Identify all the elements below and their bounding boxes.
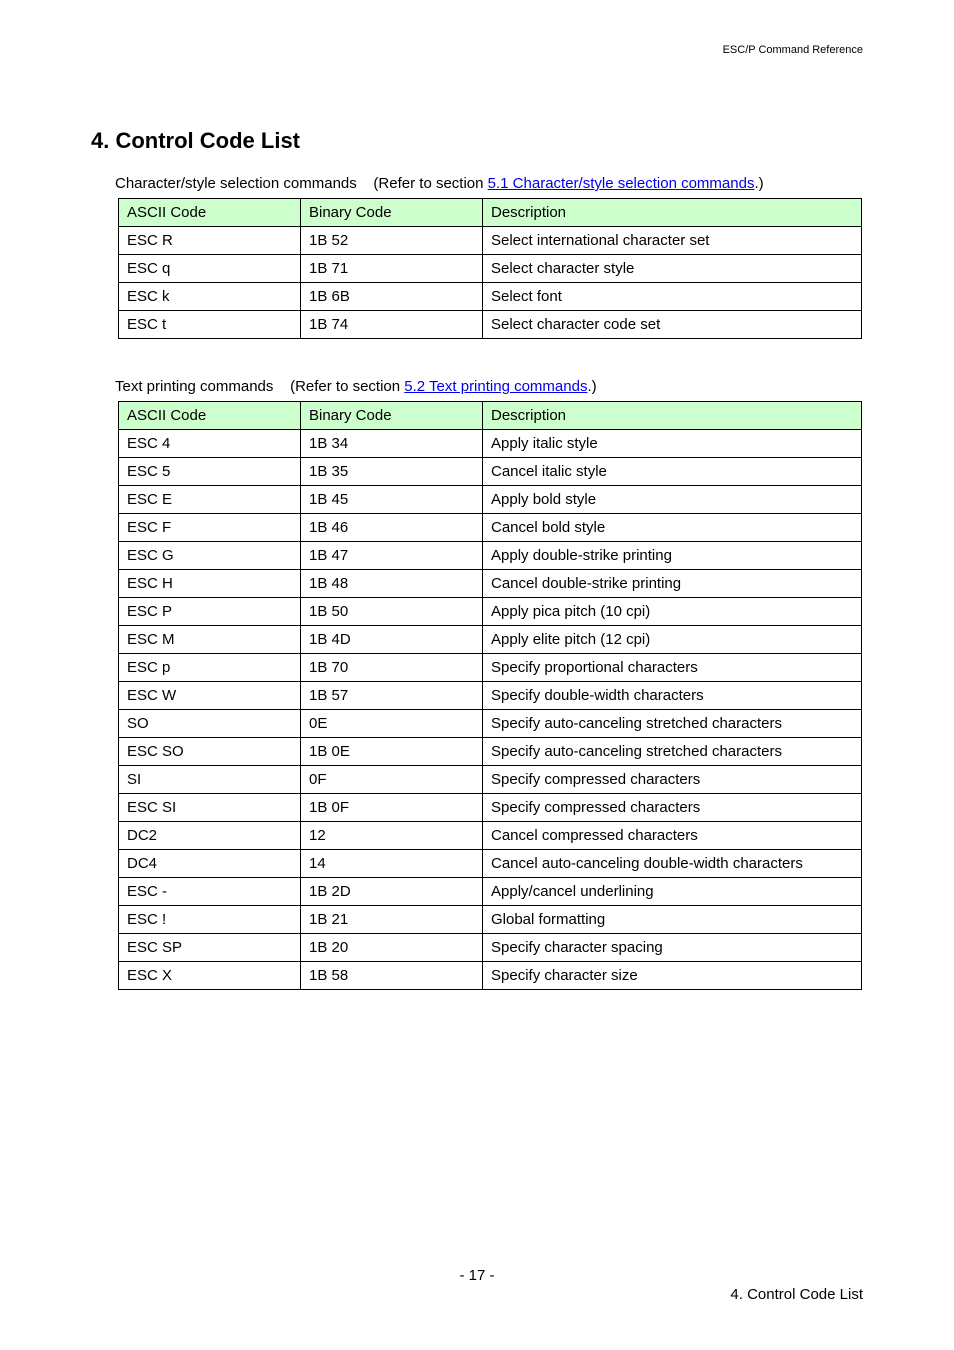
- binary-code-cell: 1B 2D: [301, 878, 483, 906]
- binary-code-cell: 1B 58: [301, 962, 483, 990]
- description-cell: Apply italic style: [483, 430, 862, 458]
- table-row: [119, 283, 862, 311]
- ascii-code-cell: ESC q: [119, 255, 301, 283]
- table-row: [119, 458, 862, 486]
- binary-code-cell: 1B 57: [301, 682, 483, 710]
- text-printing-commands-table: [118, 401, 862, 990]
- binary-code-cell: 1B 21: [301, 906, 483, 934]
- chapter-title: 4. Control Code List: [91, 128, 300, 153]
- ascii-code-cell: ESC M: [119, 626, 301, 654]
- description-cell: Specify auto-canceling stretched characters: [483, 738, 862, 766]
- description-cell: Select font: [483, 283, 862, 311]
- binary-code-cell: 1B 45: [301, 486, 483, 514]
- ascii-code-cell: ESC -: [119, 878, 301, 906]
- binary-code-cell: 0F: [301, 766, 483, 794]
- binary-code-cell: 14: [301, 850, 483, 878]
- page-number: - 17 -: [459, 1267, 495, 1284]
- binary-code-cell: 0E: [301, 710, 483, 738]
- table-header-row: [119, 199, 862, 227]
- section-caption-text-printing: [115, 378, 597, 395]
- ascii-code-cell: ESC !: [119, 906, 301, 934]
- caption-prefix: Text printing commands (Refer to section: [115, 378, 405, 395]
- description-cell: Global formatting: [483, 906, 862, 934]
- ascii-code-cell: ESC G: [119, 542, 301, 570]
- table-row: [119, 906, 862, 934]
- ascii-code-cell: SI: [119, 766, 301, 794]
- table-row: [119, 794, 862, 822]
- table-row: [119, 822, 862, 850]
- table-row: [119, 934, 862, 962]
- table-row: [119, 514, 862, 542]
- ascii-code-cell: ESC X: [119, 962, 301, 990]
- binary-code-cell: 1B 70: [301, 654, 483, 682]
- table-header-row: [119, 402, 862, 430]
- description-cell: Specify auto-canceling stretched characters: [483, 710, 862, 738]
- description-cell: Specify character spacing: [483, 934, 862, 962]
- table-row: [119, 486, 862, 514]
- table-row: [119, 311, 862, 339]
- description-cell: Cancel italic style: [483, 458, 862, 486]
- binary-code-cell: 1B 71: [301, 255, 483, 283]
- binary-code-cell: 1B 47: [301, 542, 483, 570]
- ascii-code-cell: ESC F: [119, 514, 301, 542]
- ascii-code-cell: ESC SP: [119, 934, 301, 962]
- caption-suffix: .): [754, 175, 764, 192]
- ascii-code-cell: ESC H: [119, 570, 301, 598]
- caption-suffix: .): [587, 378, 597, 395]
- character-style-commands-table: [118, 198, 862, 339]
- table-row: [119, 430, 862, 458]
- binary-code-cell: 1B 34: [301, 430, 483, 458]
- ascii-code-cell: ESC E: [119, 486, 301, 514]
- ascii-code-cell: ESC R: [119, 227, 301, 255]
- ascii-code-cell: ESC SI: [119, 794, 301, 822]
- description-cell: Select international character set: [483, 227, 862, 255]
- table-row: [119, 570, 862, 598]
- section-caption-character-style: [115, 175, 764, 192]
- description-cell: Specify character size: [483, 962, 862, 990]
- description-cell: Select character style: [483, 255, 862, 283]
- description-cell: Cancel auto-canceling double-width characters: [483, 850, 862, 878]
- column-header-ascii-code: ASCII Code: [119, 402, 301, 430]
- description-cell: Apply/cancel underlining: [483, 878, 862, 906]
- ascii-code-cell: DC4: [119, 850, 301, 878]
- ref-link-character-style[interactable]: 5.1 Character/style selection commands: [487, 175, 755, 192]
- table-row: [119, 227, 862, 255]
- binary-code-cell: 1B 6B: [301, 283, 483, 311]
- description-cell: Select character code set: [483, 311, 862, 339]
- binary-code-cell: 1B 4D: [301, 626, 483, 654]
- table-row: [119, 626, 862, 654]
- table-row: [119, 598, 862, 626]
- binary-code-cell: 1B 50: [301, 598, 483, 626]
- table-row: [119, 766, 862, 794]
- ascii-code-cell: ESC k: [119, 283, 301, 311]
- description-cell: Apply double-strike printing: [483, 542, 862, 570]
- table-row: [119, 710, 862, 738]
- column-header-description: Description: [483, 199, 862, 227]
- description-cell: Specify compressed characters: [483, 794, 862, 822]
- ref-link-text-printing[interactable]: 5.2 Text printing commands: [404, 378, 588, 395]
- binary-code-cell: 1B 46: [301, 514, 483, 542]
- column-header-binary-code: Binary Code: [301, 402, 483, 430]
- description-cell: Specify proportional characters: [483, 654, 862, 682]
- table-row: [119, 255, 862, 283]
- table-row: [119, 850, 862, 878]
- description-cell: Specify compressed characters: [483, 766, 862, 794]
- description-cell: Apply bold style: [483, 486, 862, 514]
- table-row: [119, 542, 862, 570]
- table-row: [119, 682, 862, 710]
- ascii-code-cell: ESC SO: [119, 738, 301, 766]
- ascii-code-cell: ESC p: [119, 654, 301, 682]
- ascii-code-cell: ESC P: [119, 598, 301, 626]
- binary-code-cell: 1B 20: [301, 934, 483, 962]
- binary-code-cell: 1B 74: [301, 311, 483, 339]
- description-cell: Apply elite pitch (12 cpi): [483, 626, 862, 654]
- description-cell: Apply pica pitch (10 cpi): [483, 598, 862, 626]
- table-row: [119, 962, 862, 990]
- ascii-code-cell: ESC 4: [119, 430, 301, 458]
- table-row: [119, 738, 862, 766]
- description-cell: Cancel double-strike printing: [483, 570, 862, 598]
- table-row: [119, 878, 862, 906]
- column-header-binary-code: Binary Code: [301, 199, 483, 227]
- binary-code-cell: 1B 0E: [301, 738, 483, 766]
- running-footer: 4. Control Code List: [730, 1286, 863, 1303]
- ascii-code-cell: ESC t: [119, 311, 301, 339]
- binary-code-cell: 1B 35: [301, 458, 483, 486]
- caption-prefix: Character/style selection commands (Refer to section: [115, 175, 488, 192]
- binary-code-cell: 1B 52: [301, 227, 483, 255]
- description-cell: Cancel bold style: [483, 514, 862, 542]
- column-header-ascii-code: ASCII Code: [119, 199, 301, 227]
- binary-code-cell: 1B 48: [301, 570, 483, 598]
- running-header: ESC/P Command Reference: [722, 44, 863, 56]
- table-row: [119, 654, 862, 682]
- ascii-code-cell: ESC 5: [119, 458, 301, 486]
- binary-code-cell: 12: [301, 822, 483, 850]
- description-cell: Cancel compressed characters: [483, 822, 862, 850]
- description-cell: Specify double-width characters: [483, 682, 862, 710]
- binary-code-cell: 1B 0F: [301, 794, 483, 822]
- column-header-description: Description: [483, 402, 862, 430]
- ascii-code-cell: DC2: [119, 822, 301, 850]
- ascii-code-cell: ESC W: [119, 682, 301, 710]
- ascii-code-cell: SO: [119, 710, 301, 738]
